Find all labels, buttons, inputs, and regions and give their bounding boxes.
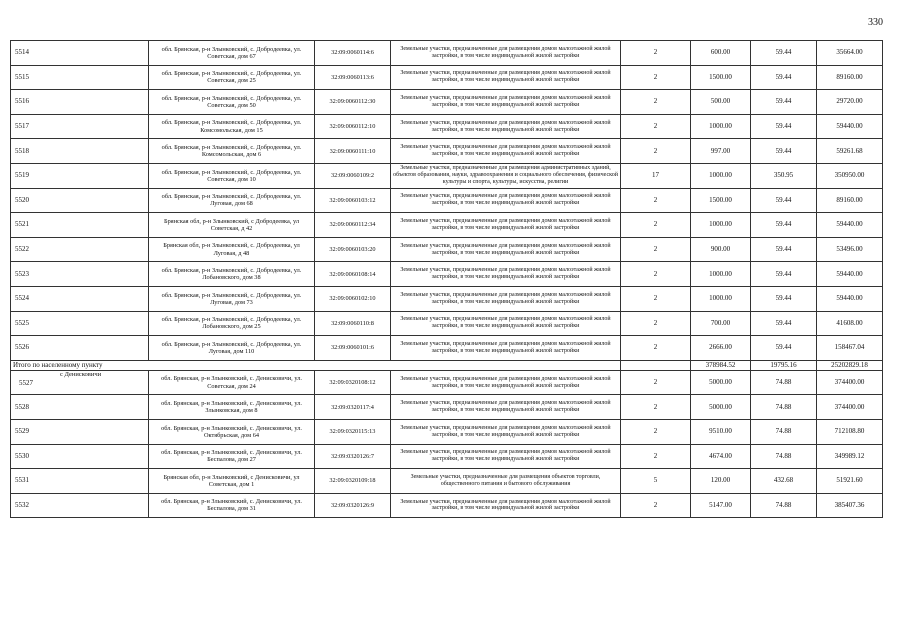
- land-purpose-cell: Земельные участки, предназначенные для размещения домов малоэтажной жилой застройки, в том числе индивидуальной жилой застройки: [391, 370, 621, 395]
- cadastral-value-cell: 51921.60: [817, 469, 883, 494]
- address-cell: обл. Брянская, р-н Злынковский, с. Добродеевка, ул. Советская, дом 50: [149, 90, 315, 115]
- specific-value-cell: 350.95: [751, 163, 817, 188]
- address-cell: обл. Брянская, р-н Злынковский, с. Денисковичи, ул. Советская, дом 24: [149, 370, 315, 395]
- group-code-cell: 17: [621, 163, 691, 188]
- specific-value-cell: 74.88: [751, 444, 817, 469]
- land-purpose-cell: Земельные участки, предназначенные для размещения домов малоэтажной жилой застройки, в том числе индивидуальной жилой застройки: [391, 419, 621, 444]
- table-row: [11, 493, 883, 518]
- table-body-total: [11, 360, 883, 370]
- cadastral-value-cell: 59440.00: [817, 286, 883, 311]
- address-cell: обл. Брянская, р-н Злынковский, с. Добродеевка, ул. Советская, дом 10: [149, 163, 315, 188]
- table-row: [11, 163, 883, 188]
- land-purpose-cell: Земельные участки, предназначенные для размещения домов малоэтажной жилой застройки, в том числе индивидуальной жилой застройки: [391, 395, 621, 420]
- land-purpose-cell: Земельные участки, предназначенные для размещения домов малоэтажной жилой застройки, в том числе индивидуальной жилой застройки: [391, 139, 621, 164]
- table-row: [11, 311, 883, 336]
- page-number: 330: [868, 17, 883, 28]
- area-cell: 1000.00: [691, 213, 751, 238]
- group-code-cell: 2: [621, 370, 691, 395]
- cadastral-value-cell: 89160.00: [817, 65, 883, 90]
- group-code-cell: 2: [621, 336, 691, 361]
- record-number: 5519: [11, 163, 149, 188]
- specific-value-cell: 74.88: [751, 370, 817, 395]
- record-number: 5520: [11, 188, 149, 213]
- table-row: [11, 395, 883, 420]
- cadastral-number-cell: 32:09:0060114:6: [315, 41, 391, 66]
- area-cell: 9510.00: [691, 419, 751, 444]
- record-number: 5518: [11, 139, 149, 164]
- area-cell: 1500.00: [691, 188, 751, 213]
- group-code-cell: 2: [621, 213, 691, 238]
- land-purpose-cell: Земельные участки, предназначенные для размещения домов малоэтажной жилой застройки, в том числе индивидуальной жилой застройки: [391, 262, 621, 287]
- table-row: [11, 65, 883, 90]
- group-code-cell: 2: [621, 262, 691, 287]
- specific-value-cell: 74.88: [751, 395, 817, 420]
- address-cell: Брянская обл, р-н Злынковский, с. Добродеевка, ул Луговая, д 48: [149, 237, 315, 262]
- group-code-cell: 2: [621, 286, 691, 311]
- record-number: [11, 370, 149, 395]
- cadastral-value-table: [10, 40, 883, 518]
- area-cell: 1000.00: [691, 114, 751, 139]
- cadastral-number-cell: 32:09:0060101:6: [315, 336, 391, 361]
- record-number: 5523: [11, 262, 149, 287]
- cadastral-number-cell: 32:09:0060108:14: [315, 262, 391, 287]
- address-cell: Брянская обл, р-н Злынковский, с Добродеевка, ул Советская, д 42: [149, 213, 315, 238]
- cadastral-value-cell: 41608.00: [817, 311, 883, 336]
- specific-value-cell: 74.88: [751, 419, 817, 444]
- address-cell: обл. Брянская, р-н Злынковский, с. Добродеевка, ул. Лобановского, дом 25: [149, 311, 315, 336]
- settlement-total-row: [11, 360, 883, 370]
- record-number: 5526: [11, 336, 149, 361]
- cadastral-value-cell: 29720.00: [817, 90, 883, 115]
- record-number: 5532: [11, 493, 149, 518]
- area-cell: 5147.00: [691, 493, 751, 518]
- cadastral-value-cell: 53496.00: [817, 237, 883, 262]
- table-row: [11, 444, 883, 469]
- table-row: [11, 41, 883, 66]
- land-purpose-cell: Земельные участки, предназначенные для размещения домов малоэтажной жилой застройки, в том числе индивидуальной жилой застройки: [391, 114, 621, 139]
- area-cell: 500.00: [691, 90, 751, 115]
- table-row: [11, 237, 883, 262]
- record-number: 5516: [11, 90, 149, 115]
- cadastral-value-cell: 374400.00: [817, 370, 883, 395]
- area-cell: 5000.00: [691, 395, 751, 420]
- cadastral-value-cell: 349989.12: [817, 444, 883, 469]
- land-purpose-cell: Земельные участки, предназначенные для размещения домов малоэтажной жилой застройки, в том числе индивидуальной жилой застройки: [391, 65, 621, 90]
- table-body-section-a: [11, 41, 883, 361]
- settlement-name: с Денисковичи: [59, 370, 102, 378]
- specific-value-cell: 59.44: [751, 286, 817, 311]
- cadastral-value-cell: 374400.00: [817, 395, 883, 420]
- specific-value-cell: 59.44: [751, 65, 817, 90]
- area-cell: 1500.00: [691, 65, 751, 90]
- cadastral-number-cell: 32:09:0320108:12: [315, 370, 391, 395]
- address-cell: обл. Брянская, р-н Злынковский, с. Добродеевка, ул. Комсомольская, дом 15: [149, 114, 315, 139]
- cadastral-number-cell: 32:09:0060111:10: [315, 139, 391, 164]
- table-row: [11, 188, 883, 213]
- cadastral-number-cell: 32:09:0060102:10: [315, 286, 391, 311]
- table-row: [11, 370, 883, 395]
- table-row: [11, 90, 883, 115]
- area-cell: 700.00: [691, 311, 751, 336]
- land-purpose-cell: Земельные участки, предназначенные для размещения домов малоэтажной жилой застройки, в том числе индивидуальной жилой застройки: [391, 311, 621, 336]
- cadastral-value-cell: 59440.00: [817, 262, 883, 287]
- record-number: 5514: [11, 41, 149, 66]
- specific-value-cell: 74.88: [751, 493, 817, 518]
- group-code-cell: 2: [621, 444, 691, 469]
- cadastral-value-cell: 89160.00: [817, 188, 883, 213]
- address-cell: обл. Брянская, р-н Злынковский, с. Добродеевка, ул. Луговая, дом 73: [149, 286, 315, 311]
- table-row: [11, 286, 883, 311]
- cadastral-value-cell: 59440.00: [817, 213, 883, 238]
- group-code-cell: 2: [621, 90, 691, 115]
- land-purpose-cell: Земельные участки, предназначенные для размещения домов малоэтажной жилой застройки, в том числе индивидуальной жилой застройки: [391, 41, 621, 66]
- specific-value-cell: 59.44: [751, 336, 817, 361]
- specific-value-cell: 59.44: [751, 90, 817, 115]
- settlement-total-value: 25202829.18: [817, 360, 883, 370]
- settlement-total-count: [621, 360, 691, 370]
- address-cell: обл. Брянская, р-н Злынковский, с. Денисковичи, ул. Злынковская, дом 8: [149, 395, 315, 420]
- land-purpose-cell: Земельные участки, предназначенные для размещения домов малоэтажной жилой застройки, в том числе индивидуальной жилой застройки: [391, 444, 621, 469]
- area-cell: 5000.00: [691, 370, 751, 395]
- cadastral-value-cell: 385407.36: [817, 493, 883, 518]
- record-number: 5517: [11, 114, 149, 139]
- area-cell: 1000.00: [691, 286, 751, 311]
- record-number: 5521: [11, 213, 149, 238]
- record-number: 5529: [11, 419, 149, 444]
- cadastral-number-cell: 32:09:0060112:34: [315, 213, 391, 238]
- area-cell: 120.00: [691, 469, 751, 494]
- cadastral-number-cell: 32:09:0060110:8: [315, 311, 391, 336]
- table-row: [11, 419, 883, 444]
- cadastral-number-cell: 32:09:0060113:6: [315, 65, 391, 90]
- specific-value-cell: 59.44: [751, 188, 817, 213]
- land-purpose-cell: Земельные участки, предназначенные для размещения административных зданий, объектов образования, науки, здравоохранения и социального обеспечения, физической культуры и спорта, культуры, искусства, религии: [391, 163, 621, 188]
- land-purpose-cell: Земельные участки, предназначенные для размещения объектов торговли, общественного питания и бытового обслуживания: [391, 469, 621, 494]
- area-cell: 1000.00: [691, 262, 751, 287]
- table-row: [11, 336, 883, 361]
- land-purpose-cell: Земельные участки, предназначенные для размещения домов малоэтажной жилой застройки, в том числе индивидуальной жилой застройки: [391, 213, 621, 238]
- address-cell: обл. Брянская, р-н Злынковский, с. Добродеевка, ул. Луговая, дом 110: [149, 336, 315, 361]
- group-code-cell: 2: [621, 188, 691, 213]
- group-code-cell: 2: [621, 139, 691, 164]
- area-cell: 900.00: [691, 237, 751, 262]
- record-number: 5530: [11, 444, 149, 469]
- cadastral-value-cell: 350950.00: [817, 163, 883, 188]
- address-cell: обл. Брянская, р-н Злынковский, с. Денисковичи, ул. Октябрьская, дом 64: [149, 419, 315, 444]
- land-purpose-cell: Земельные участки, предназначенные для размещения домов малоэтажной жилой застройки, в том числе индивидуальной жилой застройки: [391, 336, 621, 361]
- group-code-cell: 2: [621, 237, 691, 262]
- land-purpose-cell: Земельные участки, предназначенные для размещения домов малоэтажной жилой застройки, в том числе индивидуальной жилой застройки: [391, 286, 621, 311]
- area-cell: 4674.00: [691, 444, 751, 469]
- cadastral-number-cell: 32:09:0320117:4: [315, 395, 391, 420]
- settlement-total-rate: 19795.16: [751, 360, 817, 370]
- cadastral-value-cell: 59261.68: [817, 139, 883, 164]
- table-row: [11, 262, 883, 287]
- settlement-total-label: Итого по населенному пункту: [11, 360, 621, 370]
- group-code-cell: 2: [621, 41, 691, 66]
- area-cell: 2666.00: [691, 336, 751, 361]
- cadastral-number-cell: 32:09:0320115:13: [315, 419, 391, 444]
- table-row: [11, 469, 883, 494]
- group-code-cell: 2: [621, 395, 691, 420]
- table-row: [11, 139, 883, 164]
- cadastral-value-cell: 35664.00: [817, 41, 883, 66]
- cadastral-number-cell: 32:09:0060103:20: [315, 237, 391, 262]
- record-number-value: 5527: [19, 378, 33, 387]
- specific-value-cell: 59.44: [751, 213, 817, 238]
- record-number: 5524: [11, 286, 149, 311]
- record-number: 5525: [11, 311, 149, 336]
- address-cell: Брянская обл, р-н Злынковский, с Денисковичи, ул Советская, дом 1: [149, 469, 315, 494]
- record-number: 5522: [11, 237, 149, 262]
- specific-value-cell: 59.44: [751, 139, 817, 164]
- cadastral-number-cell: 32:09:0060112:10: [315, 114, 391, 139]
- land-purpose-cell: Земельные участки, предназначенные для размещения домов малоэтажной жилой застройки, в том числе индивидуальной жилой застройки: [391, 188, 621, 213]
- specific-value-cell: 59.44: [751, 237, 817, 262]
- record-number: 5528: [11, 395, 149, 420]
- specific-value-cell: 59.44: [751, 114, 817, 139]
- area-cell: 1000.00: [691, 163, 751, 188]
- group-code-cell: 2: [621, 65, 691, 90]
- area-cell: 997.00: [691, 139, 751, 164]
- group-code-cell: 5: [621, 469, 691, 494]
- group-code-cell: 2: [621, 311, 691, 336]
- table-body-section-b: [11, 370, 883, 518]
- table-row: [11, 114, 883, 139]
- land-purpose-cell: Земельные участки, предназначенные для размещения домов малоэтажной жилой застройки, в том числе индивидуальной жилой застройки: [391, 90, 621, 115]
- specific-value-cell: 59.44: [751, 41, 817, 66]
- area-cell: 600.00: [691, 41, 751, 66]
- address-cell: обл. Брянская, р-н Злынковский, с. Добродеевка, ул. Лобановского, дом 38: [149, 262, 315, 287]
- cadastral-value-cell: 158467.04: [817, 336, 883, 361]
- cadastral-number-cell: 32:09:0060103:12: [315, 188, 391, 213]
- address-cell: обл. Брянская, р-н Злынковский, с. Добродеевка, ул. Советская, дом 25: [149, 65, 315, 90]
- record-number: 5515: [11, 65, 149, 90]
- cadastral-number-cell: 32:09:0060109:2: [315, 163, 391, 188]
- settlement-total-area: 378984.52: [691, 360, 751, 370]
- address-cell: обл. Брянская, р-н Злынковский, с. Добродеевка, ул. Комсомольская, дом 6: [149, 139, 315, 164]
- cadastral-number-cell: 32:09:0320126:7: [315, 444, 391, 469]
- land-purpose-cell: Земельные участки, предназначенные для размещения домов малоэтажной жилой застройки, в том числе индивидуальной жилой застройки: [391, 237, 621, 262]
- record-number: 5531: [11, 469, 149, 494]
- specific-value-cell: 59.44: [751, 262, 817, 287]
- address-cell: обл. Брянская, р-н Злынковский, с. Денисковичи, ул. Беспалова, дом 27: [149, 444, 315, 469]
- specific-value-cell: 432.68: [751, 469, 817, 494]
- cadastral-number-cell: 32:09:0060112:30: [315, 90, 391, 115]
- cadastral-number-cell: 32:09:0320126:9: [315, 493, 391, 518]
- group-code-cell: 2: [621, 493, 691, 518]
- specific-value-cell: 59.44: [751, 311, 817, 336]
- cadastral-value-cell: 59440.00: [817, 114, 883, 139]
- table-row: [11, 213, 883, 238]
- group-code-cell: 2: [621, 419, 691, 444]
- address-cell: обл. Брянская, р-н Злынковский, с. Добродеевка, ул. Советская, дом 67: [149, 41, 315, 66]
- cadastral-value-cell: 712108.80: [817, 419, 883, 444]
- address-cell: обл. Брянская, р-н Злынковский, с. Добродеевка, ул. Луговая, дом 68: [149, 188, 315, 213]
- land-purpose-cell: Земельные участки, предназначенные для размещения домов малоэтажной жилой застройки, в том числе индивидуальной жилой застройки: [391, 493, 621, 518]
- address-cell: обл. Брянская, р-н Злынковский, с. Денисковичи, ул. Беспалова, дом 31: [149, 493, 315, 518]
- cadastral-number-cell: 32:09:0320109:18: [315, 469, 391, 494]
- group-code-cell: 2: [621, 114, 691, 139]
